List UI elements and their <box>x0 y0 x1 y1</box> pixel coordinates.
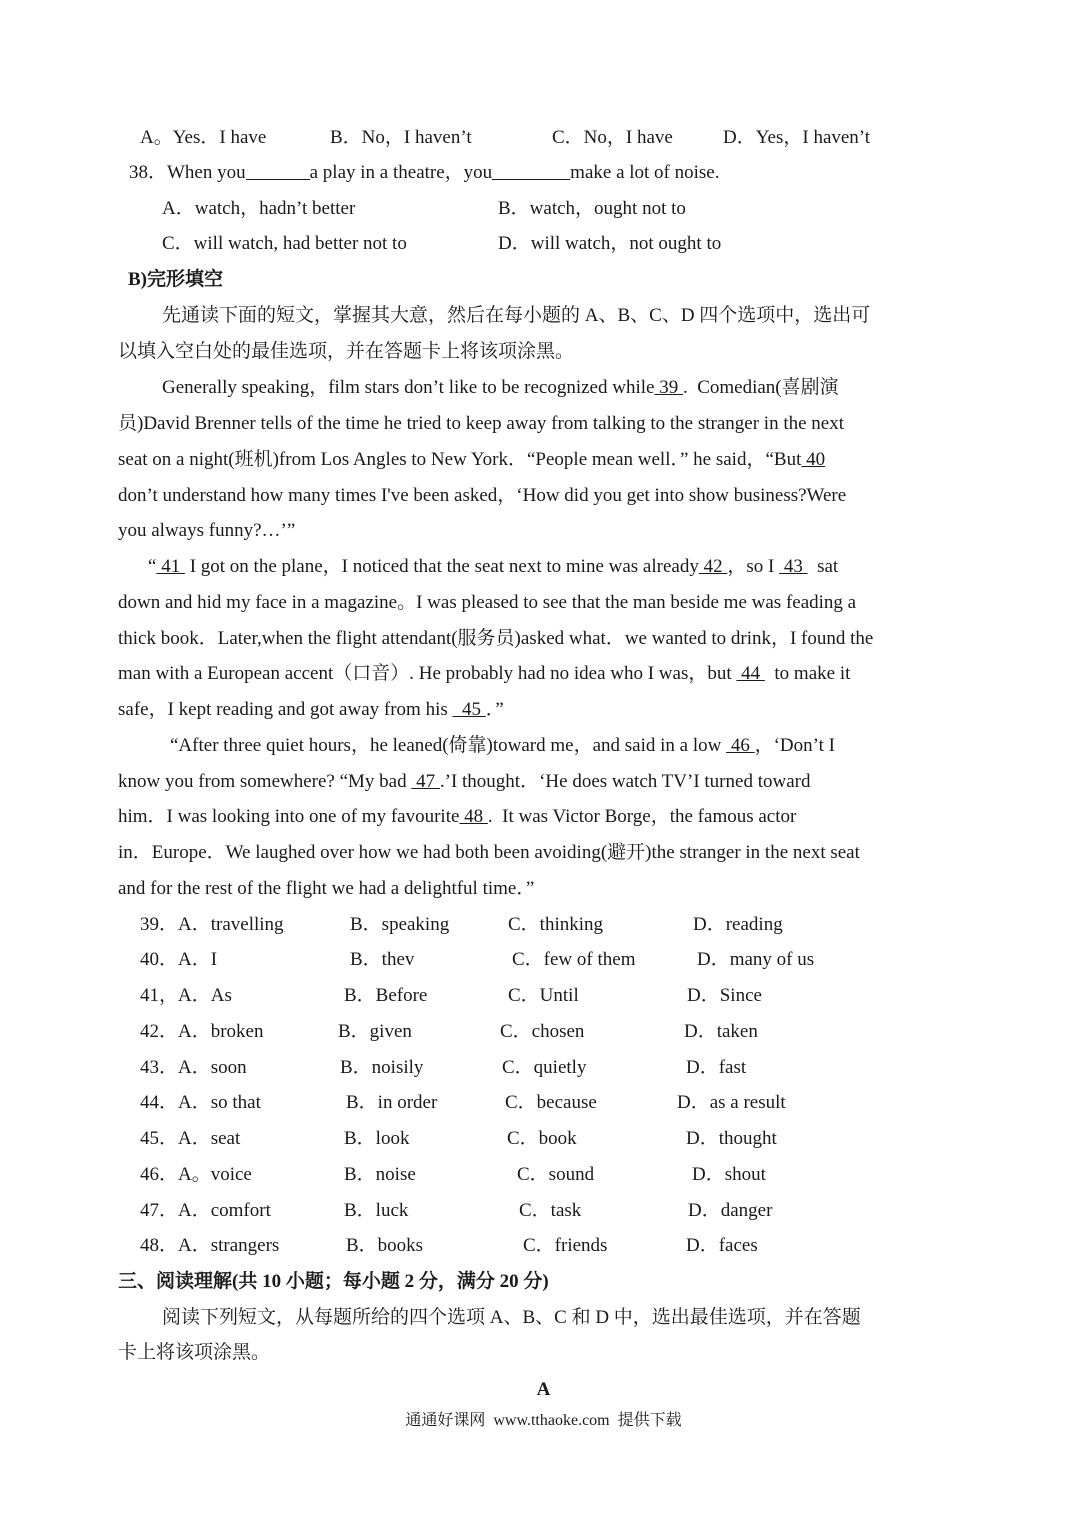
section-3-instructions-1: 阅读下列短文，从每题所给的四个选项 A、B、C 和 D 中，选出最佳选项，并在答题 <box>162 1307 861 1328</box>
question-45-option-c: C．book <box>507 1128 577 1149</box>
blank-46: 46 <box>726 735 755 756</box>
blank-40: 40 <box>801 449 826 470</box>
passage-line: thick book．Later,when the flight attendant(服务员)asked what．we wanted to drink，I found the <box>118 628 874 649</box>
q38-option-b: B．watch，ought not to <box>498 198 686 219</box>
blank-43: 43 <box>779 556 808 577</box>
question-47-option-b: B．luck <box>344 1200 409 1221</box>
question-47-option-d: D．danger <box>688 1200 773 1221</box>
q37-option-c: C．No，I have <box>552 127 673 148</box>
question-46-option-b: B．noise <box>344 1164 416 1185</box>
q37-option-a: A。Yes．I have <box>140 127 267 148</box>
blank-47: 47 <box>411 771 440 792</box>
question-47-option-c: C．task <box>519 1200 582 1221</box>
passage-line: in．Europe．We laughed over how we had both been avoiding(避开)the stranger in the next seat <box>118 842 860 863</box>
question-45-option-b: B．look <box>344 1128 410 1149</box>
question-39-option-b: B．speaking <box>350 914 450 935</box>
question-44-option-c: C．because <box>505 1092 597 1113</box>
question-44-option-b: B．in order <box>346 1092 438 1113</box>
question-39-option-c: C．thinking <box>508 914 604 935</box>
passage-line: 员)David Brenner tells of the time he tried to keep away from talking to the stranger in the next <box>118 413 844 434</box>
passage-line: safe，I kept reading and got away from his 45 ．” <box>118 699 504 720</box>
question-39-option-d: D．reading <box>693 914 783 935</box>
question-41-option-b: B．Before <box>344 985 428 1006</box>
question-43-option-b: B．noisily <box>340 1057 424 1078</box>
section-b-instructions-1: 先通读下面的短文，掌握其大意，然后在每小题的 A、B、C、D 四个选项中，选出可 <box>162 305 871 326</box>
q38-option-a: A．watch，hadn’t better <box>162 198 356 219</box>
answer-blank <box>492 161 570 180</box>
passage-line: “ 41 I got on the plane，I noticed that the seat next to mine was already 42 ，so I 43 sat <box>148 556 839 577</box>
question-42-option-a: 42．A．broken <box>140 1021 264 1042</box>
question-40-option-c: C．few of them <box>512 949 636 970</box>
section-b-instructions-2: 以填入空白处的最佳选项，并在答题卡上将该项涂黑。 <box>118 341 575 362</box>
q37-option-d: D．Yes，I haven’t <box>723 127 871 148</box>
page-footer: 通通好课网 www.tthaoke.com 提供下载 <box>405 1412 682 1429</box>
blank-39: 39 <box>654 377 683 398</box>
question-44-option-a: 44．A．so that <box>140 1092 261 1113</box>
question-40-option-a: 40．A．I <box>140 949 218 970</box>
passage-line: and for the rest of the flight we had a delightful time．” <box>118 878 535 899</box>
question-44-option-d: D．as a result <box>677 1092 786 1113</box>
section-3-instructions-2: 卡上将该项涂黑。 <box>118 1342 271 1363</box>
blank-48: 48 <box>459 806 488 827</box>
passage-line: “After three quiet hours，he leaned(倚靠)toward me，and said in a low 46 ，‘Don’t I <box>170 735 835 756</box>
blank-42: 42 <box>698 556 728 577</box>
question-46-option-a: 46．A。voice <box>140 1164 252 1185</box>
question-48-option-b: B．books <box>346 1235 424 1256</box>
question-47-option-a: 47．A．comfort <box>140 1200 271 1221</box>
q38-stem: 38．When you a play in a theatre，you make a lot of noise. <box>129 162 720 183</box>
passage-line: know you from somewhere? “My bad 47 .’I thought．‘He does watch TV’I turned toward <box>118 771 811 792</box>
question-41-option-c: C．Until <box>508 985 579 1006</box>
section-3-title: 三、阅读理解(共 10 小题；每小题 2 分，满分 20 分) <box>118 1271 549 1292</box>
question-43-option-a: 43．A．soon <box>140 1057 247 1078</box>
passage-line: seat on a night(班机)from Los Angles to New York．“People mean well．” he said，“But 40 <box>118 449 826 470</box>
q38-option-c: C．will watch, had better not to <box>162 233 407 254</box>
section-b-title: B)完形填空 <box>128 269 224 290</box>
passage-line: him．I was looking into one of my favourite 48 . It was Victor Borge，the famous actor <box>118 806 797 827</box>
passage-line: Generally speaking，film stars don’t like to be recognized while 39 . Comedian(喜剧演 <box>162 377 839 398</box>
question-46-option-d: D．shout <box>692 1164 766 1185</box>
question-41-option-d: D．Since <box>687 985 762 1006</box>
question-40-option-b: B．thev <box>350 949 415 970</box>
question-43-option-c: C．quietly <box>502 1057 587 1078</box>
question-48-option-d: D．faces <box>686 1235 758 1256</box>
question-41-option-a: 41，A．As <box>140 985 232 1006</box>
question-42-option-d: D．taken <box>684 1021 758 1042</box>
question-45-option-d: D．thought <box>686 1128 777 1149</box>
question-45-option-a: 45．A．seat <box>140 1128 241 1149</box>
passage-a-label: A <box>536 1379 551 1400</box>
q38-option-d: D．will watch，not ought to <box>498 233 722 254</box>
question-48-option-a: 48．A．strangers <box>140 1235 280 1256</box>
passage-line: man with a European accent（口音）. He probably had no idea who I was，but 44 to make it <box>118 663 851 684</box>
question-46-option-c: C．sound <box>517 1164 595 1185</box>
blank-41: 41 <box>156 556 185 577</box>
question-42-option-b: B．given <box>338 1021 412 1042</box>
q37-option-b: B．No，I haven’t <box>330 127 472 148</box>
question-42-option-c: C．chosen <box>500 1021 585 1042</box>
question-43-option-d: D．fast <box>686 1057 747 1078</box>
answer-blank <box>246 161 310 180</box>
question-39-option-a: 39．A．travelling <box>140 914 284 935</box>
passage-line: don’t understand how many times I've been asked，‘How did you get into show business?Were <box>118 485 847 506</box>
blank-44: 44 <box>736 663 765 684</box>
blank-45: 45 <box>452 699 486 720</box>
passage-line: down and hid my face in a magazine。I was pleased to see that the man beside me was feading a <box>118 592 857 613</box>
question-40-option-d: D．many of us <box>697 949 815 970</box>
passage-line: you always funny?…’” <box>118 520 296 541</box>
question-48-option-c: C．friends <box>523 1235 608 1256</box>
